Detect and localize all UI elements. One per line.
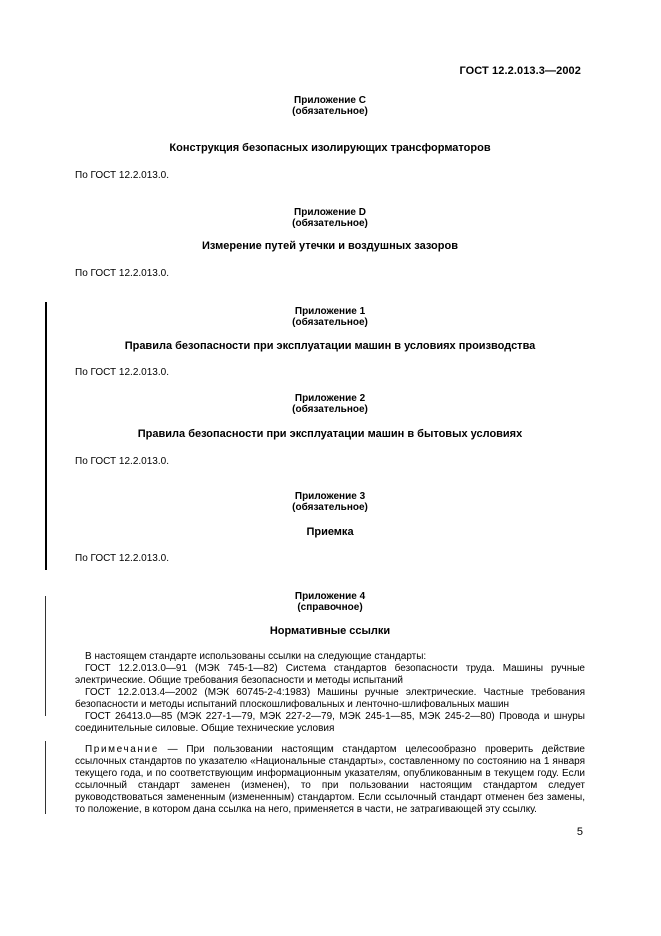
note-text: — При пользовании настоящим стандартом целесообразно проверить действие ссылочных стандартов по указателю «Национальные стандарты», составленному по состоянию на 1 января текущего года, и по соответствующим информационным указателям, опубликованным в текущем году. Если ссылочный стандарт заменен (изменен), то при пользовании настоящим стандартом следует руководствоваться замененным (измененным) стандартом. Если ссылочный стандарт отменен без замены, то положение, в котором дана ссылка на него, применяется в части, не затрагивающей эту ссылку. [75,744,585,815]
change-bar [45,596,46,716]
appendix-2-body: По ГОСТ 12.2.013.0. [75,456,169,467]
appendix-d-body: По ГОСТ 12.2.013.0. [75,268,169,279]
appendix-c-heading [75,95,585,117]
appendix-status: (обязательное) [292,317,368,328]
change-bar [45,741,46,814]
appendix-d-title: Измерение путей утечки и воздушных зазоров [202,240,458,252]
page-number: 5 [576,826,583,838]
appendix-c-body: По ГОСТ 12.2.013.0. [75,170,169,181]
appendix-3-title: Приемка [306,526,354,538]
appendix-label: Приложение 4 [294,591,366,602]
change-bar [45,302,47,570]
note-label: Примечание [85,744,159,755]
appendix-label: Приложение D [294,207,366,218]
appendix-label: Приложение 1 [294,306,366,317]
appendix-4-heading [75,591,585,613]
appendix-status: (справочное) [297,602,363,613]
reference-item: ГОСТ 26413.0—85 (МЭК 227-1—79, МЭК 227-2—79, МЭК 245-1—85, МЭК 245-2—80) Провода и шнуры соединительные силовые. Общие технические условия [75,711,585,734]
appendix-1-heading [75,306,585,328]
appendix-label: Приложение 3 [294,491,366,502]
appendix-status: (обязательное) [292,106,368,117]
appendix-3-body: По ГОСТ 12.2.013.0. [75,553,169,564]
note-paragraph [75,744,585,816]
document-code: ГОСТ 12.2.013.3—2002 [459,65,581,77]
appendix-status: (обязательное) [292,502,368,513]
references-list [75,651,585,735]
appendix-label: Приложение С [294,95,366,106]
appendix-status: (обязательное) [292,218,368,229]
appendix-1-title: Правила безопасности при эксплуатации машин в условиях производства [124,340,536,352]
appendix-3-heading [75,491,585,513]
reference-item: ГОСТ 12.2.013.0—91 (МЭК 745-1—82) Система стандартов безопасности труда. Машины ручные электрические. Общие требования безопасности и методы испытаний [75,663,585,686]
references-intro: В настоящем стандарте использованы ссылки на следующие стандарты: [85,651,427,662]
appendix-1-body: По ГОСТ 12.2.013.0. [75,367,169,378]
appendix-c-title: Конструкция безопасных изолирующих трансформаторов [169,142,491,154]
appendix-label: Приложение 2 [294,393,366,404]
appendix-status: (обязательное) [292,404,368,415]
appendix-d-heading [75,207,585,229]
appendix-2-title: Правила безопасности при эксплуатации машин в бытовых условиях [137,428,523,440]
reference-item: ГОСТ 12.2.013.4—2002 (МЭК 60745-2-4:1983) Машины ручные электрические. Частные требования безопасности и методы испытаний плоскошлифовальных и ленточно-шлифовальных машин [75,687,585,710]
appendix-2-heading [75,393,585,415]
appendix-4-title: Нормативные ссылки [269,625,391,637]
